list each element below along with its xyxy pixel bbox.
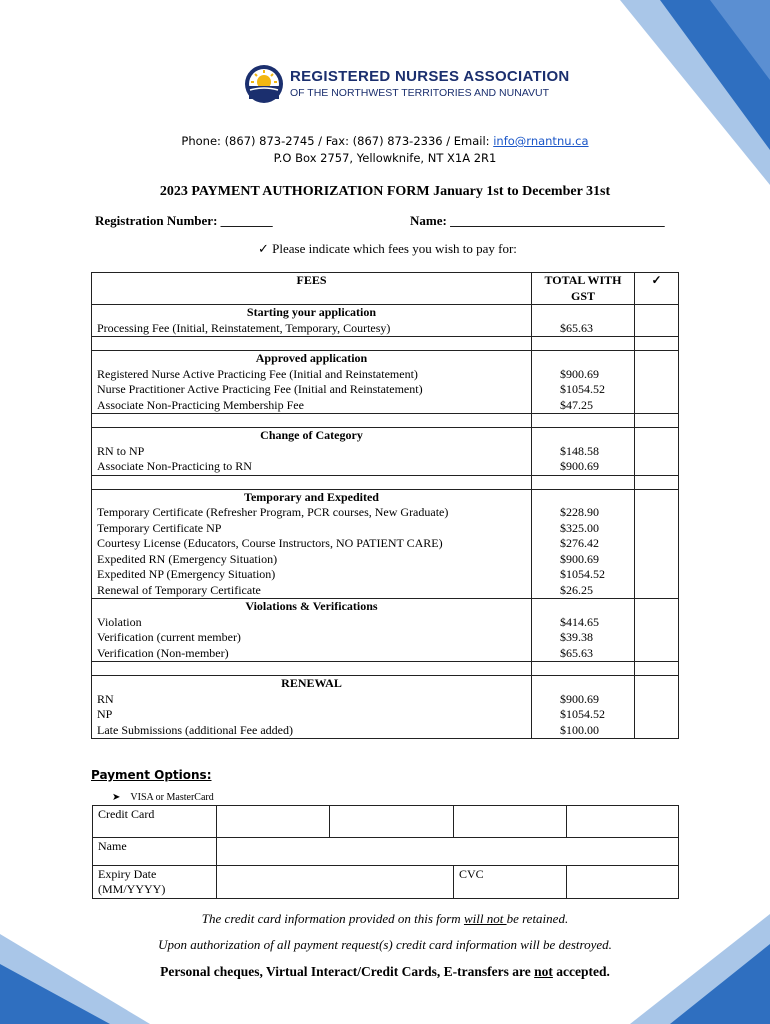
fee-check-box[interactable] (635, 305, 679, 337)
fees-spacer-row (92, 337, 679, 351)
name-field: Name: _________________________________ (410, 213, 665, 228)
fee-item-amount: $1054.52 (560, 567, 605, 581)
fee-check-box[interactable] (635, 676, 679, 739)
fee-item-label: Renewal of Temporary Certificate (97, 582, 261, 597)
credit-card-label: Credit Card (93, 806, 217, 838)
fee-item-amount: $276.42 (560, 536, 599, 550)
fee-item-label: RN to NP (97, 443, 145, 458)
fee-item-amount: $900.69 (560, 551, 599, 566)
fees-section (92, 599, 679, 662)
fees-section-title: RENEWAL (281, 676, 342, 690)
payment-method (112, 792, 214, 803)
fees-section-title: Change of Category (260, 428, 363, 442)
fee-check-box[interactable] (635, 351, 679, 414)
fee-item-label: RN (97, 691, 114, 706)
contact-phone-fax: Phone: (867) 873-2745 / Fax: (867) 873-2336 / Email: (181, 134, 494, 148)
fee-item-amount: $900.69 (560, 459, 599, 473)
fee-item-amount: $65.63 (560, 645, 593, 660)
fees-section (92, 428, 679, 476)
fees-table (91, 272, 679, 739)
expiry-date-label: Expiry Date (MM/YYYY) (93, 866, 217, 899)
fee-item-amount: $100.00 (560, 722, 599, 737)
fee-item-amount: $26.25 (560, 582, 593, 597)
fee-item-label: Associate Non-Practicing Membership Fee (97, 397, 304, 412)
fee-item-amount: $228.90 (560, 505, 599, 519)
credit-card-table (92, 805, 679, 899)
cvc-input[interactable] (567, 866, 679, 899)
check-header: ✓ (635, 273, 679, 305)
destruction-note: Upon authorization of all payment request(s) credit card information will be destroyed. (158, 937, 612, 952)
expiry-date-input[interactable] (217, 866, 454, 899)
fee-check-box[interactable] (635, 428, 679, 476)
not-accepted-note: Personal cheques, Virtual Interact/Credit Cards, E-transfers are not accepted. (160, 964, 610, 979)
fee-item-label: Expedited NP (Emergency Situation) (97, 567, 276, 581)
fee-item-label: Associate Non-Practicing to RN (97, 459, 252, 473)
fee-item-amount: $47.25 (560, 397, 593, 412)
total-header: TOTAL WITH GST (532, 273, 635, 305)
fee-item-label: Courtesy License (Educators, Course Instructors, NO PATIENT CARE) (97, 536, 443, 550)
fee-item-amount: $1054.52 (560, 382, 605, 396)
fees-section (92, 305, 679, 337)
form-title: 2023 PAYMENT AUTHORIZATION FORM January 1st to December 31st (159, 184, 611, 199)
fee-item-amount: $1054.52 (560, 707, 605, 721)
fees-spacer-row (92, 662, 679, 676)
fee-item-label: NP (97, 707, 113, 721)
sun-logo-icon (244, 64, 284, 104)
fee-item-amount: $39.38 (560, 630, 593, 644)
fee-item-label: Nurse Practitioner Active Practicing Fee (Initial and Reinstatement) (97, 382, 423, 396)
logo-line-1: REGISTERED NURSES ASSOCIATION (290, 68, 570, 85)
cvc-label: CVC (454, 866, 567, 899)
fees-header: FEES (92, 273, 532, 305)
fees-section-title: Starting your application (246, 305, 377, 319)
fee-item-label: Expedited RN (Emergency Situation) (97, 551, 278, 566)
registration-number-field: Registration Number: ________ (95, 213, 273, 228)
fee-item-label: Registered Nurse Active Practicing Fee (Initial and Reinstatement) (97, 366, 418, 381)
retention-note: The credit card information provided on this form will not be retained. (201, 911, 569, 926)
fees-section (92, 351, 679, 414)
email-link[interactable]: info@rnantnu.ca (493, 134, 589, 148)
payment-method-label: VISA or MasterCard (130, 792, 214, 803)
mailing-address: P.O Box 2757, Yellowknife, NT X1A 2R1 (273, 151, 497, 165)
fees-section (92, 489, 679, 599)
fee-check-box[interactable] (635, 599, 679, 662)
fee-item-label: Verification (Non-member) (97, 645, 229, 660)
fee-item-amount: $900.69 (560, 366, 599, 381)
credit-card-number-box-3[interactable] (454, 806, 567, 838)
fee-item-label: Processing Fee (Initial, Reinstatement, Temporary, Courtesy) (97, 320, 391, 335)
fees-spacer-row (92, 475, 679, 489)
fee-item-label: Verification (current member) (97, 630, 241, 644)
cardholder-name-input[interactable] (217, 838, 679, 866)
fee-check-box[interactable] (635, 489, 679, 599)
fee-item-label: Violation (97, 614, 142, 629)
credit-card-number-box-4[interactable] (567, 806, 679, 838)
fee-item-amount: $900.69 (560, 691, 599, 706)
fee-item-amount: $65.63 (560, 320, 593, 335)
fee-item-amount: $414.65 (560, 614, 599, 629)
fees-section-title: Approved application (255, 351, 368, 365)
fee-item-label: Late Submissions (additional Fee added) (97, 722, 293, 737)
fees-section-title: Violations & Verifications (245, 599, 378, 613)
fee-item-amount: $325.00 (560, 520, 599, 535)
fee-instruction: ✓ Please indicate which fees you wish to pay for: (258, 241, 517, 256)
payment-options-heading: Payment Options: (91, 768, 212, 782)
fee-item-label: Temporary Certificate (Refresher Program, PCR courses, New Graduate) (97, 505, 449, 519)
fees-section (92, 676, 679, 739)
fees-header-row (92, 273, 679, 305)
fees-section-title: Temporary and Expedited (244, 489, 379, 504)
credit-card-number-box-2[interactable] (330, 806, 454, 838)
credit-card-number-box-1[interactable] (217, 806, 330, 838)
fee-item-label: Temporary Certificate NP (97, 520, 222, 535)
association-logo (244, 64, 570, 106)
contact-line (0, 134, 770, 148)
fee-item-amount: $148.58 (560, 443, 599, 458)
arrow-bullet-icon: ➤ (112, 792, 121, 803)
fees-spacer-row (92, 414, 679, 428)
cardholder-name-label: Name (93, 838, 217, 866)
logo-line-2: OF THE NORTHWEST TERRITORIES AND NUNAVUT (290, 87, 550, 99)
